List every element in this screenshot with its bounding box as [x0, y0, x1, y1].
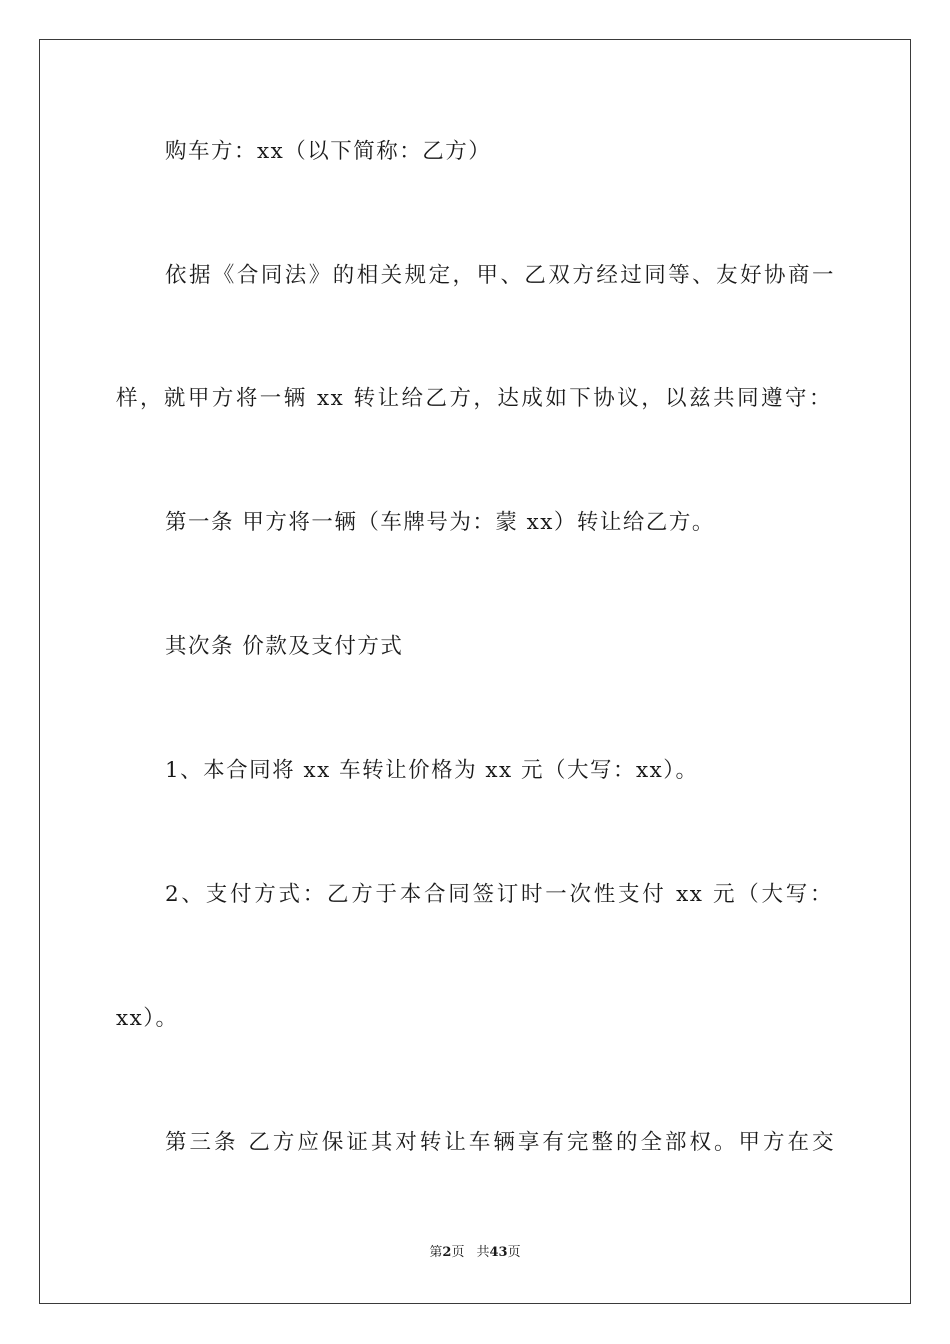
- article-2-heading: 其次条 价款及支付方式: [165, 634, 404, 659]
- paragraph-intro-line-1: 依据《合同法》的相关规定，甲、乙双方经过同等、友好协商一: [165, 263, 835, 288]
- footer-prefix: 第: [429, 1245, 443, 1260]
- buyer-line: 购车方：xx（以下简称：乙方）: [165, 139, 492, 164]
- footer-page-suffix: 页: [451, 1245, 465, 1260]
- page-border: [39, 39, 911, 1304]
- footer-page-number: 2: [442, 1245, 452, 1260]
- footer-total-suffix: 页: [507, 1245, 521, 1260]
- article-2-item-2-line-2: xx）。: [116, 1006, 179, 1031]
- article-2-item-1: 1、本合同将 xx 车转让价格为 xx 元（大写：xx）。: [165, 758, 699, 783]
- paragraph-intro-line-2: 样，就甲方将一辆 xx 转让给乙方，达成如下协议，以兹共同遵守：: [116, 386, 832, 411]
- page-footer: [0, 1244, 950, 1262]
- footer-total-pages: 43: [489, 1245, 508, 1260]
- footer-total-prefix: 共: [476, 1245, 490, 1260]
- article-2-item-2-line-1: 2、支付方式：乙方于本合同签订时一次性支付 xx 元（大写：: [165, 882, 833, 907]
- article-1-line: 第一条 甲方将一辆（车牌号为：蒙 xx）转让给乙方。: [165, 510, 715, 535]
- article-3-line: 第三条 乙方应保证其对转让车辆享有完整的全部权。甲方在交: [165, 1130, 835, 1155]
